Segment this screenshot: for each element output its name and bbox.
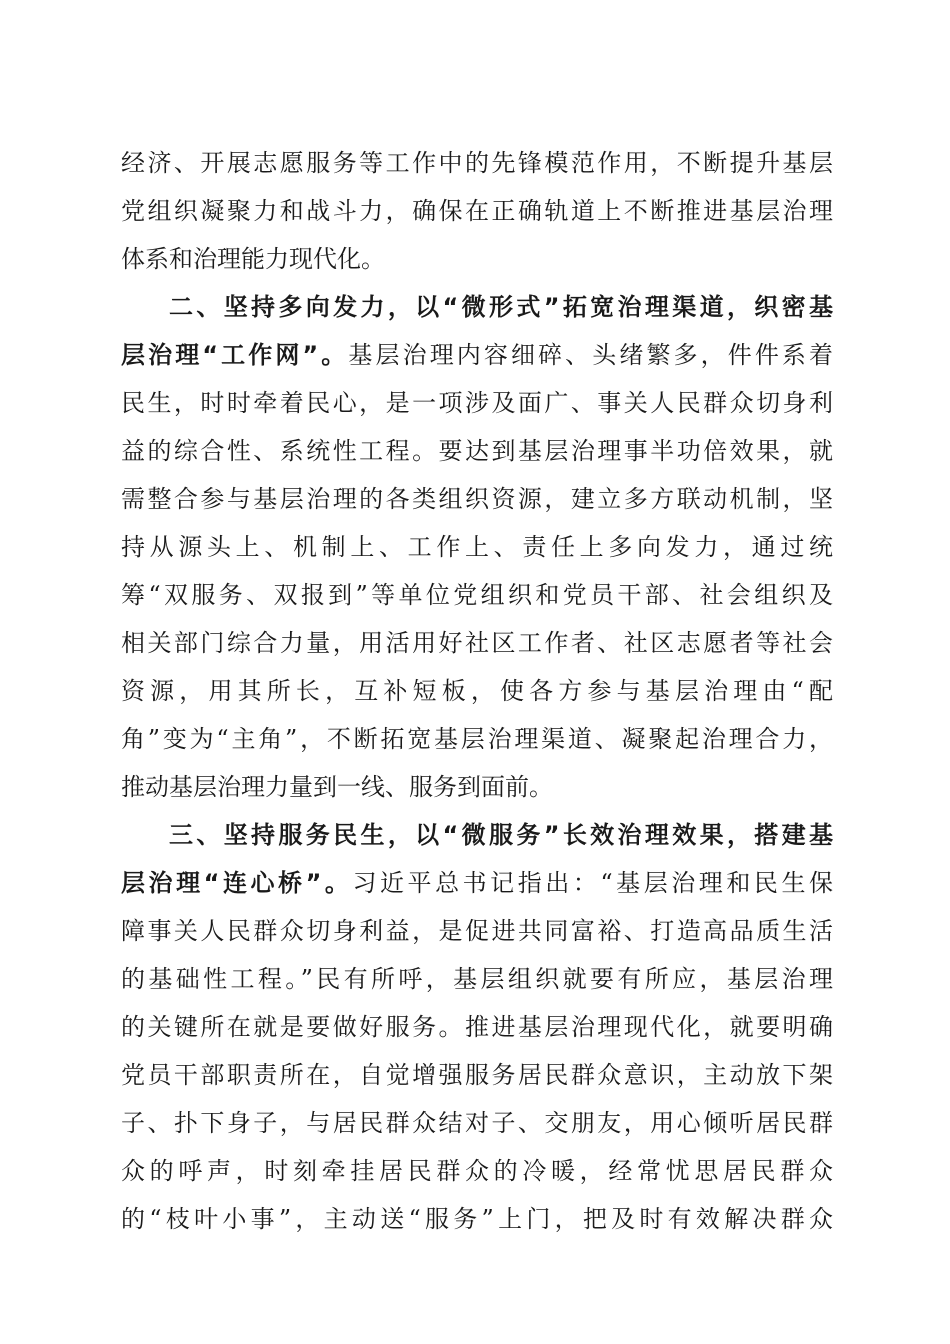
section-3-line-6: 党员干部职责所在，自觉增强服务居民群众意识，主动放下架: [121, 1061, 833, 1089]
section-3-body-start: 习近平总书记指出：“基层治理和民生保: [352, 869, 833, 897]
section-2-line-3: 民生，时时牵着民心，是一项涉及面广、事关人民群众切身利: [121, 389, 833, 417]
section-2-line-10: 角”变为“主角”，不断拓宽基层治理渠道、凝聚起治理合力，: [121, 725, 833, 753]
section-2-line-2: [121, 333, 833, 381]
section-2-line-5: 需整合参与基层治理的各类组织资源，建立多方联动机制，坚: [121, 485, 833, 513]
document-body: [121, 141, 833, 1245]
section-3-heading-end: 层治理“连心桥”。: [121, 869, 353, 897]
section-2-heading-line-1: 二、坚持多向发力，以“微形式”拓宽治理渠道，织密基: [169, 293, 833, 321]
section-3-line-7: 子、扑下身子，与居民群众结对子、交朋友，用心倾听居民群: [121, 1109, 833, 1137]
section-3-line-3: 障事关人民群众切身利益，是促进共同富裕、打造高品质生活: [121, 917, 833, 945]
paragraph-1-line-3: 体系和治理能力现代化。: [121, 245, 385, 273]
section-3-line-4: 的基础性工程。”民有所呼，基层组织就要有所应，基层治理: [121, 965, 833, 993]
section-3-line-2: [121, 861, 833, 909]
section-3-line-8: 众的呼声，时刻牵挂居民群众的冷暖，经常忧思居民群众: [121, 1157, 833, 1185]
paragraph-1-line-2: 党组织凝聚力和战斗力，确保在正确轨道上不断推进基层治理: [121, 197, 833, 225]
section-3-heading-line-1: 三、坚持服务民生，以“微服务”长效治理效果，搭建基: [169, 821, 833, 849]
section-3-line-9: 的“枝叶小事”，主动送“服务”上门，把及时有效解决群众: [121, 1205, 833, 1233]
paragraph-1-line-1: 经济、开展志愿服务等工作中的先锋模范作用，不断提升基层: [121, 149, 833, 177]
section-2-line-7: 筹“双服务、双报到”等单位党组织和党员干部、社会组织及: [121, 581, 833, 609]
section-2-line-9: 资源，用其所长，互补短板，使各方参与基层治理由“配: [121, 677, 833, 705]
section-2-line-4: 益的综合性、系统性工程。要达到基层治理事半功倍效果，就: [121, 437, 833, 465]
section-3-line-5: 的关键所在就是要做好服务。推进基层治理现代化，就要明确: [121, 1013, 833, 1041]
section-2-line-6: 持从源头上、机制上、工作上、责任上多向发力，通过统: [121, 533, 833, 561]
section-2-body-start: 基层治理内容细碎、头绪繁多，件件系着: [348, 341, 834, 369]
section-2-heading-end: 层治理“工作网”。: [121, 341, 349, 369]
section-2-line-8: 相关部门综合力量，用活用好社区工作者、社区志愿者等社会: [121, 629, 833, 657]
section-2-line-11: 推动基层治理力量到一线、服务到面前。: [121, 773, 553, 801]
